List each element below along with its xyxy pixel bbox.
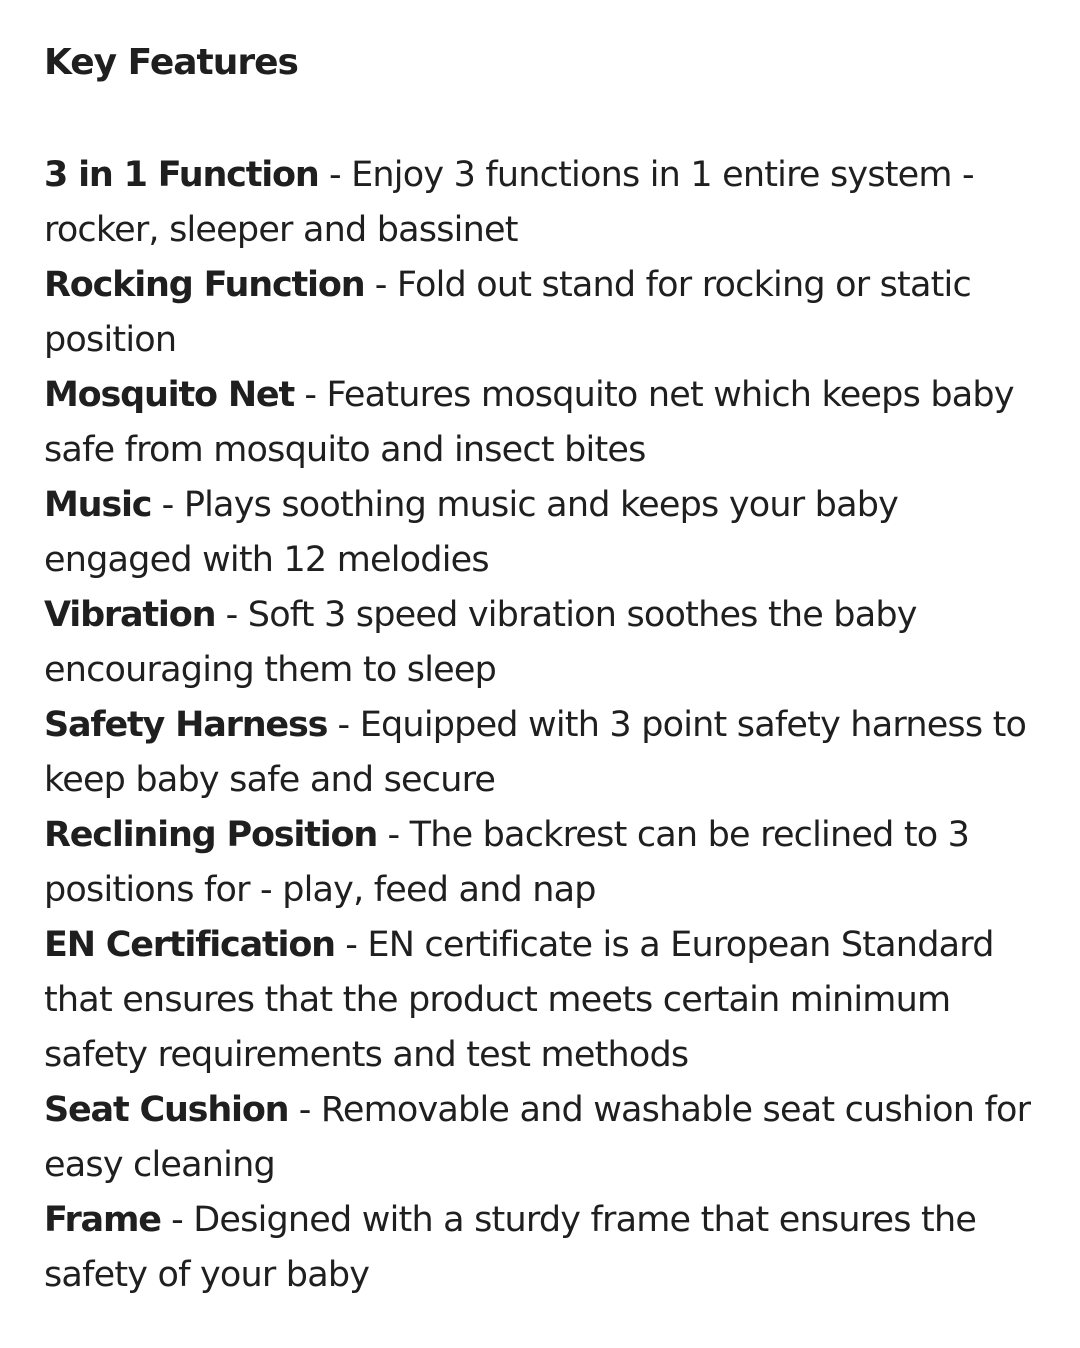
feature-separator: - [215,595,248,635]
feature-item [44,1083,1036,1193]
feature-item [44,148,1036,258]
feature-description: The backrest can be reclined to 3 positions for - play, feed and nap [44,815,970,910]
feature-separator: - [151,485,184,525]
feature-item [44,368,1036,478]
feature-separator: - [318,155,352,195]
feature-description: Designed with a sturdy frame that ensures the safety of your baby [44,1200,977,1295]
feature-description: Enjoy 3 functions in 1 entire system - rocker, sleeper and bassinet [44,155,974,250]
feature-description: Soft 3 speed vibration soothes the baby encouraging them to sleep [44,595,917,690]
feature-name: EN Certification [44,925,335,965]
feature-item [44,1193,1036,1303]
feature-separator: - [160,1200,194,1240]
feature-description: EN certificate is a European Standard that ensures that the product meets certain minimum safety requirements and test methods [44,925,994,1075]
feature-name: Safety Harness [44,705,328,745]
feature-name: 3 in 1 Function [44,155,319,195]
feature-name: Mosquito Net [44,375,294,415]
feature-separator: - [327,705,360,745]
feature-name: Music [44,485,152,525]
feature-name: Vibration [44,595,216,635]
feature-description: Removable and washable seat cushion for easy cleaning [44,1090,1031,1185]
feature-separator: - [364,265,397,305]
feature-description: Equipped with 3 point safety harness to keep baby safe and secure [44,705,1027,800]
feature-item [44,698,1036,808]
feature-separator: - [294,375,327,415]
feature-separator: - [377,815,410,855]
feature-item [44,258,1036,368]
feature-description: Plays soothing music and keeps your baby engaged with 12 melodies [44,485,899,580]
feature-name: Seat Cushion [44,1090,289,1130]
feature-description: Fold out stand for rocking or static position [44,265,971,360]
feature-description: Features mosquito net which keeps baby safe from mosquito and insect bites [44,375,1014,470]
feature-name: Rocking Function [44,265,365,305]
feature-list [44,148,1036,1303]
feature-name: Frame [44,1200,161,1240]
feature-name: Reclining Position [44,815,378,855]
feature-item [44,588,1036,698]
feature-separator: - [288,1090,321,1130]
feature-item [44,918,1036,1083]
section-heading: Key Features [44,42,298,83]
feature-item [44,808,1036,918]
feature-item [44,478,1036,588]
feature-separator: - [334,925,368,965]
